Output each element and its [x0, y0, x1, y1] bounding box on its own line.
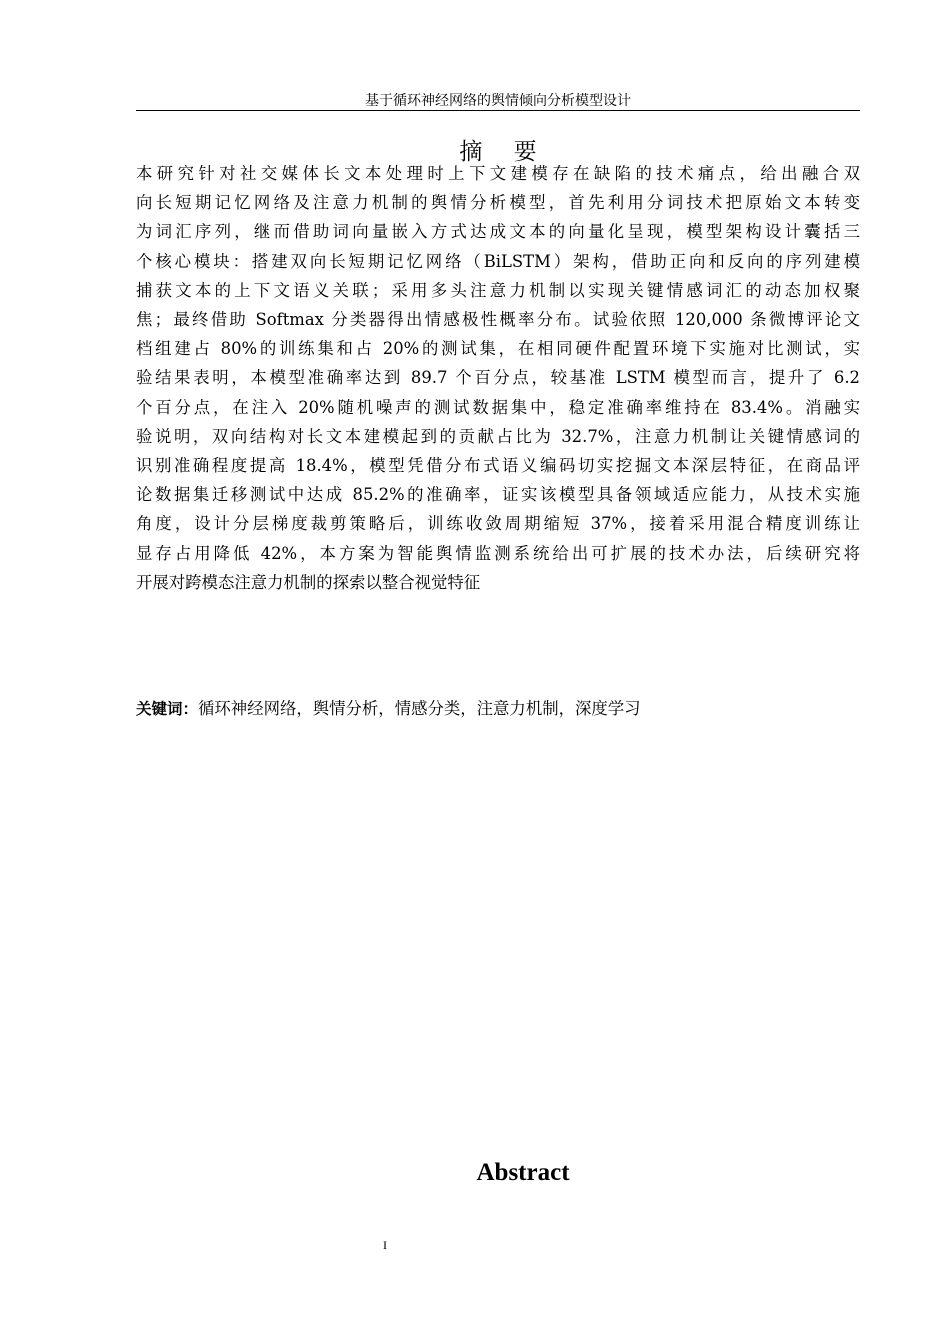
abstract-line: 个百分点，在注入 20%随机噪声的测试数据集中，稳定准确率维持在 83.4%。消融实 [136, 397, 860, 417]
abstract-line: 开展对跨模态注意力机制的探索以整合视觉特征 [136, 572, 481, 592]
abstract-title-cn: 摘 要 [459, 139, 549, 165]
running-header: 基于循环神经网络的舆情倾向分析模型设计 [365, 93, 631, 109]
abstract-title-en: Abstract [476, 1159, 570, 1186]
abstract-line: 角度，设计分层梯度裁剪策略后，训练收敛周期缩短 37%，接着采用混合精度训练让 [136, 514, 860, 534]
abstract-line: 论数据集迁移测试中达成 85.2%的准确率，证实该模型具备领域适应能力，从技术实施 [136, 485, 860, 505]
keywords-text: 循环神经网络，舆情分析，情感分类，注意力机制，深度学习 [198, 699, 641, 718]
abstract-line: 档组建占 80%的训练集和占 20%的测试集，在相同硬件配置环境下实施对比测试，实 [136, 339, 860, 359]
abstract-line: 向长短期记忆网络及注意力机制的舆情分析模型，首先利用分词技术把原始文本转变 [136, 193, 860, 213]
page-number: I [383, 1238, 387, 1252]
abstract-line: 识别准确程度提高 18.4%，模型凭借分布式语义编码切实挖掘文本深层特征，在商品评 [136, 456, 860, 476]
abstract-line: 为词汇序列，继而借助词向量嵌入方式达成文本的向量化呈现，模型架构设计囊括三 [136, 222, 860, 242]
abstract-line: 本研究针对社交媒体长文本处理时上下文建模存在缺陷的技术痛点，给出融合双 [136, 164, 860, 183]
keywords-label: 关键词： [136, 700, 199, 718]
abstract-line: 焦；最终借助 Softmax 分类器得出情感极性概率分布。试验依照 120,000 条微博评论文 [136, 310, 860, 330]
abstract-line: 显存占用降低 42%，本方案为智能舆情监测系统给出可扩展的技术办法，后续研究将 [136, 543, 860, 563]
header-rule [136, 110, 860, 111]
keywords-line [136, 694, 860, 724]
abstract-line: 验结果表明，本模型准确率达到 89.7 个百分点，较基准 LSTM 模型而言，提升了 6.2 [136, 368, 860, 388]
abstract-body-cn [136, 159, 860, 597]
abstract-line: 捕获文本的上下文语义关联；采用多头注意力机制以实现关键情感词汇的动态加权聚 [136, 280, 860, 300]
abstract-line: 个核心模块：搭建双向长短期记忆网络（BiLSTM）架构，借助正向和反向的序列建模 [136, 251, 860, 271]
abstract-line: 验说明，双向结构对长文本建模起到的贡献占比为 32.7%，注意力机制让关键情感词的 [136, 426, 860, 446]
